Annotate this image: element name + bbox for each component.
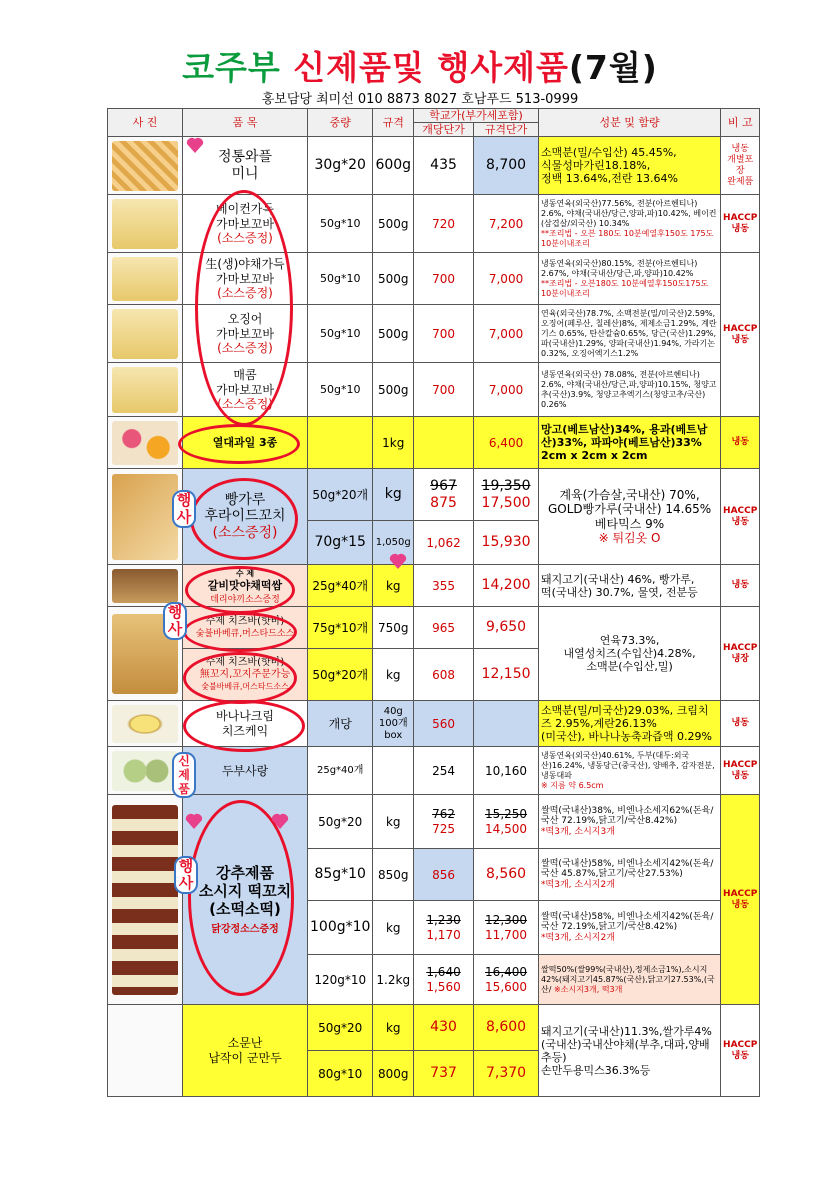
item-spec: 1kg [373,417,414,469]
title-new: 신제품및 [293,48,425,87]
table-row [108,701,760,747]
item-spec: 500g [373,195,414,253]
item-name: 갈비맛야채떡쌈 [207,578,283,592]
item-note: 냉동 [721,701,760,747]
item-ingredients: 연육(외국산)78.7%, 소맥전분(밀/미국산)2.59%, 오징어(페루산, 칠레산)8%, 제제소금1.29%, 계란기스 0.65%, 탄산칼슘0.65%, 당근(국산)1.29%, 파(국내산)1.29%, 양파(국내산)1.94%, 가라기논0.32%, 오징어엑기스1.2% [539,305,721,363]
item-ingredients: 쌀떡50%(쌀99%(국내산),정제소금1%),소시지42%(돼지고기45.87%(국산),닭고기27.53%,(국산/ [541,964,715,994]
item-name: 두부사랑 [183,747,308,795]
item-spec: kg [373,795,414,849]
item-name: 오징어 가마보꼬바 [216,312,274,341]
item-name: 정통와플 미니 [183,137,308,195]
item-unit: 560 [414,701,474,747]
header-spec: 규격 [373,109,414,137]
title-brand: 코주부 [182,48,281,87]
item-spec-2: 1,050g [373,521,414,565]
item-ingredients: 냉동연육(외국산)80.15%, 전분(아르헨티나) 2.67%, 야채(국내산/당근,파,양파)10.42% [541,258,698,278]
item-spec: kg [373,469,414,521]
item-unit: 435 [414,137,474,195]
item-count-note: *떡3개, 소시지2개 [541,880,615,891]
group-sauce: 닭강정소스증정 [211,923,279,935]
item-weight: 100g*10 [308,901,373,955]
ssam-photo [112,569,178,603]
item-spec: 40g 100개 box [373,701,414,747]
item-unit-old: 1,230 [426,913,461,928]
item-weight: 85g*10 [308,849,373,901]
table-row [108,417,760,469]
item-note: HACCP 냉동 [721,1005,760,1097]
item-weight: 50g*10 [308,305,373,363]
item-weight: 25g*40개 [308,747,373,795]
item-unit-old: 762 [432,807,455,822]
item-sauce: (소스증정) [217,341,273,356]
item-spec-price: 15,600 [485,979,528,994]
item-weight: 120g*10 [308,955,373,1005]
item-unit-2: 737 [414,1051,474,1097]
item-name: 빵가루 후라이드꼬치 [204,491,286,525]
fruit-photo [112,421,178,465]
item-unit: 608 [414,649,474,701]
item-weight: 개당 [308,701,373,747]
item-sauce: 숯불바베큐,머스타드소스 [195,628,295,639]
item-spec-price-old: 15,250 [485,807,528,822]
table-row [108,565,760,607]
heart-icon [184,812,204,830]
waffle-photo [112,141,178,191]
item-spec: kg [373,649,414,701]
event-tag: 행 사 [172,490,196,528]
title-event: 행사제품 [437,48,569,87]
item-sauce: (소스증정) [217,231,273,246]
kamaboko-photo [112,257,178,301]
item-sauce: (소스증정) [217,397,273,412]
item-name: 바나나크림 치즈케익 [183,701,308,747]
heart-icon [185,136,205,154]
page-title [0,42,840,89]
item-ingredients: 연육73.3%, 내열성치즈(수입산)4.28%, 소맥분(수입산,밀) [539,607,721,701]
header-ingredients: 성분 및 함량 [539,109,721,137]
table-row [108,469,760,521]
table-row [108,747,760,795]
item-unit-old: 1,640 [426,965,461,980]
new-product-tag: 신 제 품 [172,752,196,798]
cheesecake-photo [112,705,178,743]
item-note: HACCP 냉동 [721,195,760,253]
event-tag: 행 사 [163,602,187,640]
item-unit: 725 [432,821,455,836]
item-spec-price: 12,150 [474,649,539,701]
item-spec-price: 6,400 [474,417,539,469]
item-ingredients: 돼지고기(국내산) 46%, 빵가루, 떡(국내산) 30.7%, 물엿, 전분등 [539,565,721,607]
item-note: 냉동 개별포장 완제품 [721,137,760,195]
item-unit: 700 [414,363,474,417]
item-spec: kg [373,1005,414,1051]
item-spec-price: 7,000 [474,363,539,417]
item-unit: 965 [414,607,474,649]
item-unit-2: 1,062 [414,521,474,565]
item-cook-note: **조리법 - 오븐 180도 10분예열후150도 175도 10분이내조리 [541,228,714,248]
item-note: HACCP 냉장 [721,607,760,701]
table-row [108,137,760,195]
item-weight: 30g*20 [308,137,373,195]
header-spec-price: 규격단가 [474,123,539,137]
table-row [108,305,760,363]
item-ingredients: 쌀떡(국내산)58%, 비엔나소세지42%(돈육/국산 72.19%,닭고기/국산8.42%) [541,911,714,933]
item-spec-price: 9,650 [474,607,539,649]
item-name: 수제 치즈바(핫바) [205,656,285,668]
item-spec-price: 8,560 [474,849,539,901]
kamaboko-photo [112,367,178,413]
item-ingredients: 쌀떡(국내산)38%, 비엔나소세지62%(돈육/국산 72.19%,닭고기/국산8.42%) [541,805,714,827]
item-unit: 856 [414,849,474,901]
item-unit: 1,560 [426,979,461,994]
item-spec-price: 17,500 [481,494,531,511]
header-note: 비 고 [721,109,760,137]
item-batter-note: ※ 튀김옷 O [598,531,661,546]
item-spec-price: 8,600 [474,1005,539,1051]
product-table [107,108,760,1097]
item-note: 냉동 [721,417,760,469]
header-weight: 중량 [308,109,373,137]
item-weight: 50g*10 [308,195,373,253]
item-unit: 700 [414,253,474,305]
item-unit: 430 [414,1005,474,1051]
item-spec: 500g [373,253,414,305]
table-row [108,363,760,417]
item-spec: kg [373,901,414,955]
kamaboko-photo [112,199,178,249]
item-spec-price: 7,000 [474,305,539,363]
item-ingredients: 소맥분(밀/미국산)29.03%, 크림치즈 2.95%,계란26.13% (미국산), 바나나농축과즙액 0.29% [539,701,721,747]
item-spec-price: 14,500 [485,821,528,836]
item-spec: 500g [373,305,414,363]
item-label: 수 제 [235,568,255,578]
item-spec: 600g [373,137,414,195]
table-row [108,195,760,253]
tofu-photo [112,751,178,791]
item-cook-note: **조리법 - 오븐180도 10분예열후150도175도 10분이내조리 [541,278,709,298]
item-spec: 750g [373,607,414,649]
group-note: HACCP 냉동 [721,795,760,1005]
table-row [108,1005,760,1051]
item-size-note: ※ 지름 약 6.5cm [541,780,604,790]
item-spec-price-old: 16,400 [485,965,528,980]
item-spec-price: 11,700 [485,927,528,942]
item-spec-price: 14,200 [474,565,539,607]
item-sauce: (소스증정) [212,525,278,542]
item-name: 열대과일 3종 [183,417,308,469]
item-weight: 50g*10 [308,253,373,305]
item-name: 소문난 납작이 군만두 [183,1005,308,1097]
item-spec-price: 8,700 [474,137,539,195]
item-ingredients: 돼지고기(국내산)11.3%,쌀가루4%(국내산)국내산야채(부추,대파,양배추등) 손만두용믹스36.3%등 [539,1005,721,1097]
item-weight: 50g*20 [308,795,373,849]
item-spec-price-2: 7,370 [474,1051,539,1097]
item-name: 베이컨가득 가마보꼬바 [216,202,274,231]
item-unit: 720 [414,195,474,253]
item-unit-old: 967 [430,478,457,495]
item-spec: 1.2kg [373,955,414,1005]
item-ingredients: 냉동연육(외국산) 78.08%, 전분(아르헨티나) 2.6%, 야채(국내산/당근,파,양파)10.15%, 청양고추(국산)3.9%, 청양고추엑기스(청양고추/국산) 0.26% [539,363,721,417]
item-name: 生(생)야채가득 가마보꼬바 [205,257,285,286]
item-spec-price-old: 19,350 [481,478,531,495]
header-item: 품 목 [183,109,308,137]
item-ingredients: 냉동연육(외국산)77.56%, 전분(아르헨티나) 2.6%, 야채(국내산/당근,양파,파)10.42%, 베이컨(삼겹살/외국산) 10.34% [541,198,717,228]
header-unit: 개당단가 [414,123,474,137]
item-ingredients: 계육(가슴살,국내산) 70%, GOLD빵가루(국내산) 14.65% 베타믹스 9% [547,488,712,531]
item-spec-price-2: 15,930 [474,521,539,565]
item-spec: kg [373,565,414,607]
item-sauce: (소스증정) [217,286,273,301]
item-unit: 875 [430,494,457,511]
item-spec-price: 7,200 [474,195,539,253]
item-count-note: *떡3개, 소시지3개 [541,827,615,838]
contact-line: 홍보담당 최미선 010 8873 8027 호남푸드 513-0999 [261,92,579,107]
heart-icon [270,812,290,830]
title-month: (7월) [568,48,658,87]
item-weight-2: 80g*10 [308,1051,373,1097]
item-spec-price: 10,160 [474,747,539,795]
item-ingredients: 쌀떡(국내산)58%, 비엔나소세지42%(돈육/국산 45.87%,닭고기/국산27.53%) [541,858,714,880]
item-spec-2: 800g [373,1051,414,1097]
header-photo: 사 진 [108,109,183,137]
item-note: 냉동 [721,565,760,607]
item-spec-price-old: 12,300 [485,913,528,928]
item-count-note: ※소시지3개, 떡3개 [554,984,623,994]
table-row [108,795,760,849]
item-note: HACCP 냉동 [721,253,760,417]
tteok-skewer-photo [112,805,178,995]
table-row [108,607,760,649]
item-weight-2: 70g*15 [308,521,373,565]
item-weight: 50g*10 [308,363,373,417]
item-name: 매콤 가마보꼬바 [216,368,274,397]
header-price-group: 학교가(부가세포함) [414,109,539,123]
item-name: 수제 치즈바(핫바) [205,615,285,627]
kamaboko-photo [112,309,178,359]
group-name: 강추제품 소시지 떡꼬치 (소떡소떡) [198,863,292,918]
item-note: HACCP 냉동 [721,469,760,565]
item-weight: 50g*20개 [308,649,373,701]
item-sauce: 숯불바베큐,머스타드소스 [201,681,289,691]
item-weight: 25g*40개 [308,565,373,607]
event-tag: 행 사 [174,856,198,894]
item-sauce: 데리야끼소스증정 [210,595,280,606]
item-unit: 700 [414,305,474,363]
item-weight: 75g*10개 [308,607,373,649]
item-note: HACCP 냉동 [721,747,760,795]
item-ingredients: 냉동연육(외국산)40.61%, 두부(대두:외국산)16.24%, 냉동당근(중국산), 양배추, 감자전분,냉동대파 [541,750,715,780]
item-weight: 50g*20개 [308,469,373,521]
item-spec-price: 7,000 [474,253,539,305]
item-name-2: 無꼬지,꼬지주문가능 [199,668,291,680]
item-unit: 254 [414,747,474,795]
item-spec: 500g [373,363,414,417]
item-ingredients: 망고(베트남산)34%, 용과(베트남산)33%, 파파야(베트남산)33% 2cm x 2cm x 2cm [539,417,721,469]
item-unit: 1,170 [426,927,461,942]
item-unit: 355 [414,565,474,607]
item-spec: 850g [373,849,414,901]
table-row [108,253,760,305]
item-weight: 50g*20 [308,1005,373,1051]
skewer-photo [112,474,178,560]
item-ingredients: 소맥분(밀/수입산) 45.45%, 식물성마가린18.18%, 정백 13.64%,전란 13.64% [539,137,721,195]
item-count-note: *떡3개, 소시지2개 [541,933,615,944]
heart-icon [388,552,408,570]
